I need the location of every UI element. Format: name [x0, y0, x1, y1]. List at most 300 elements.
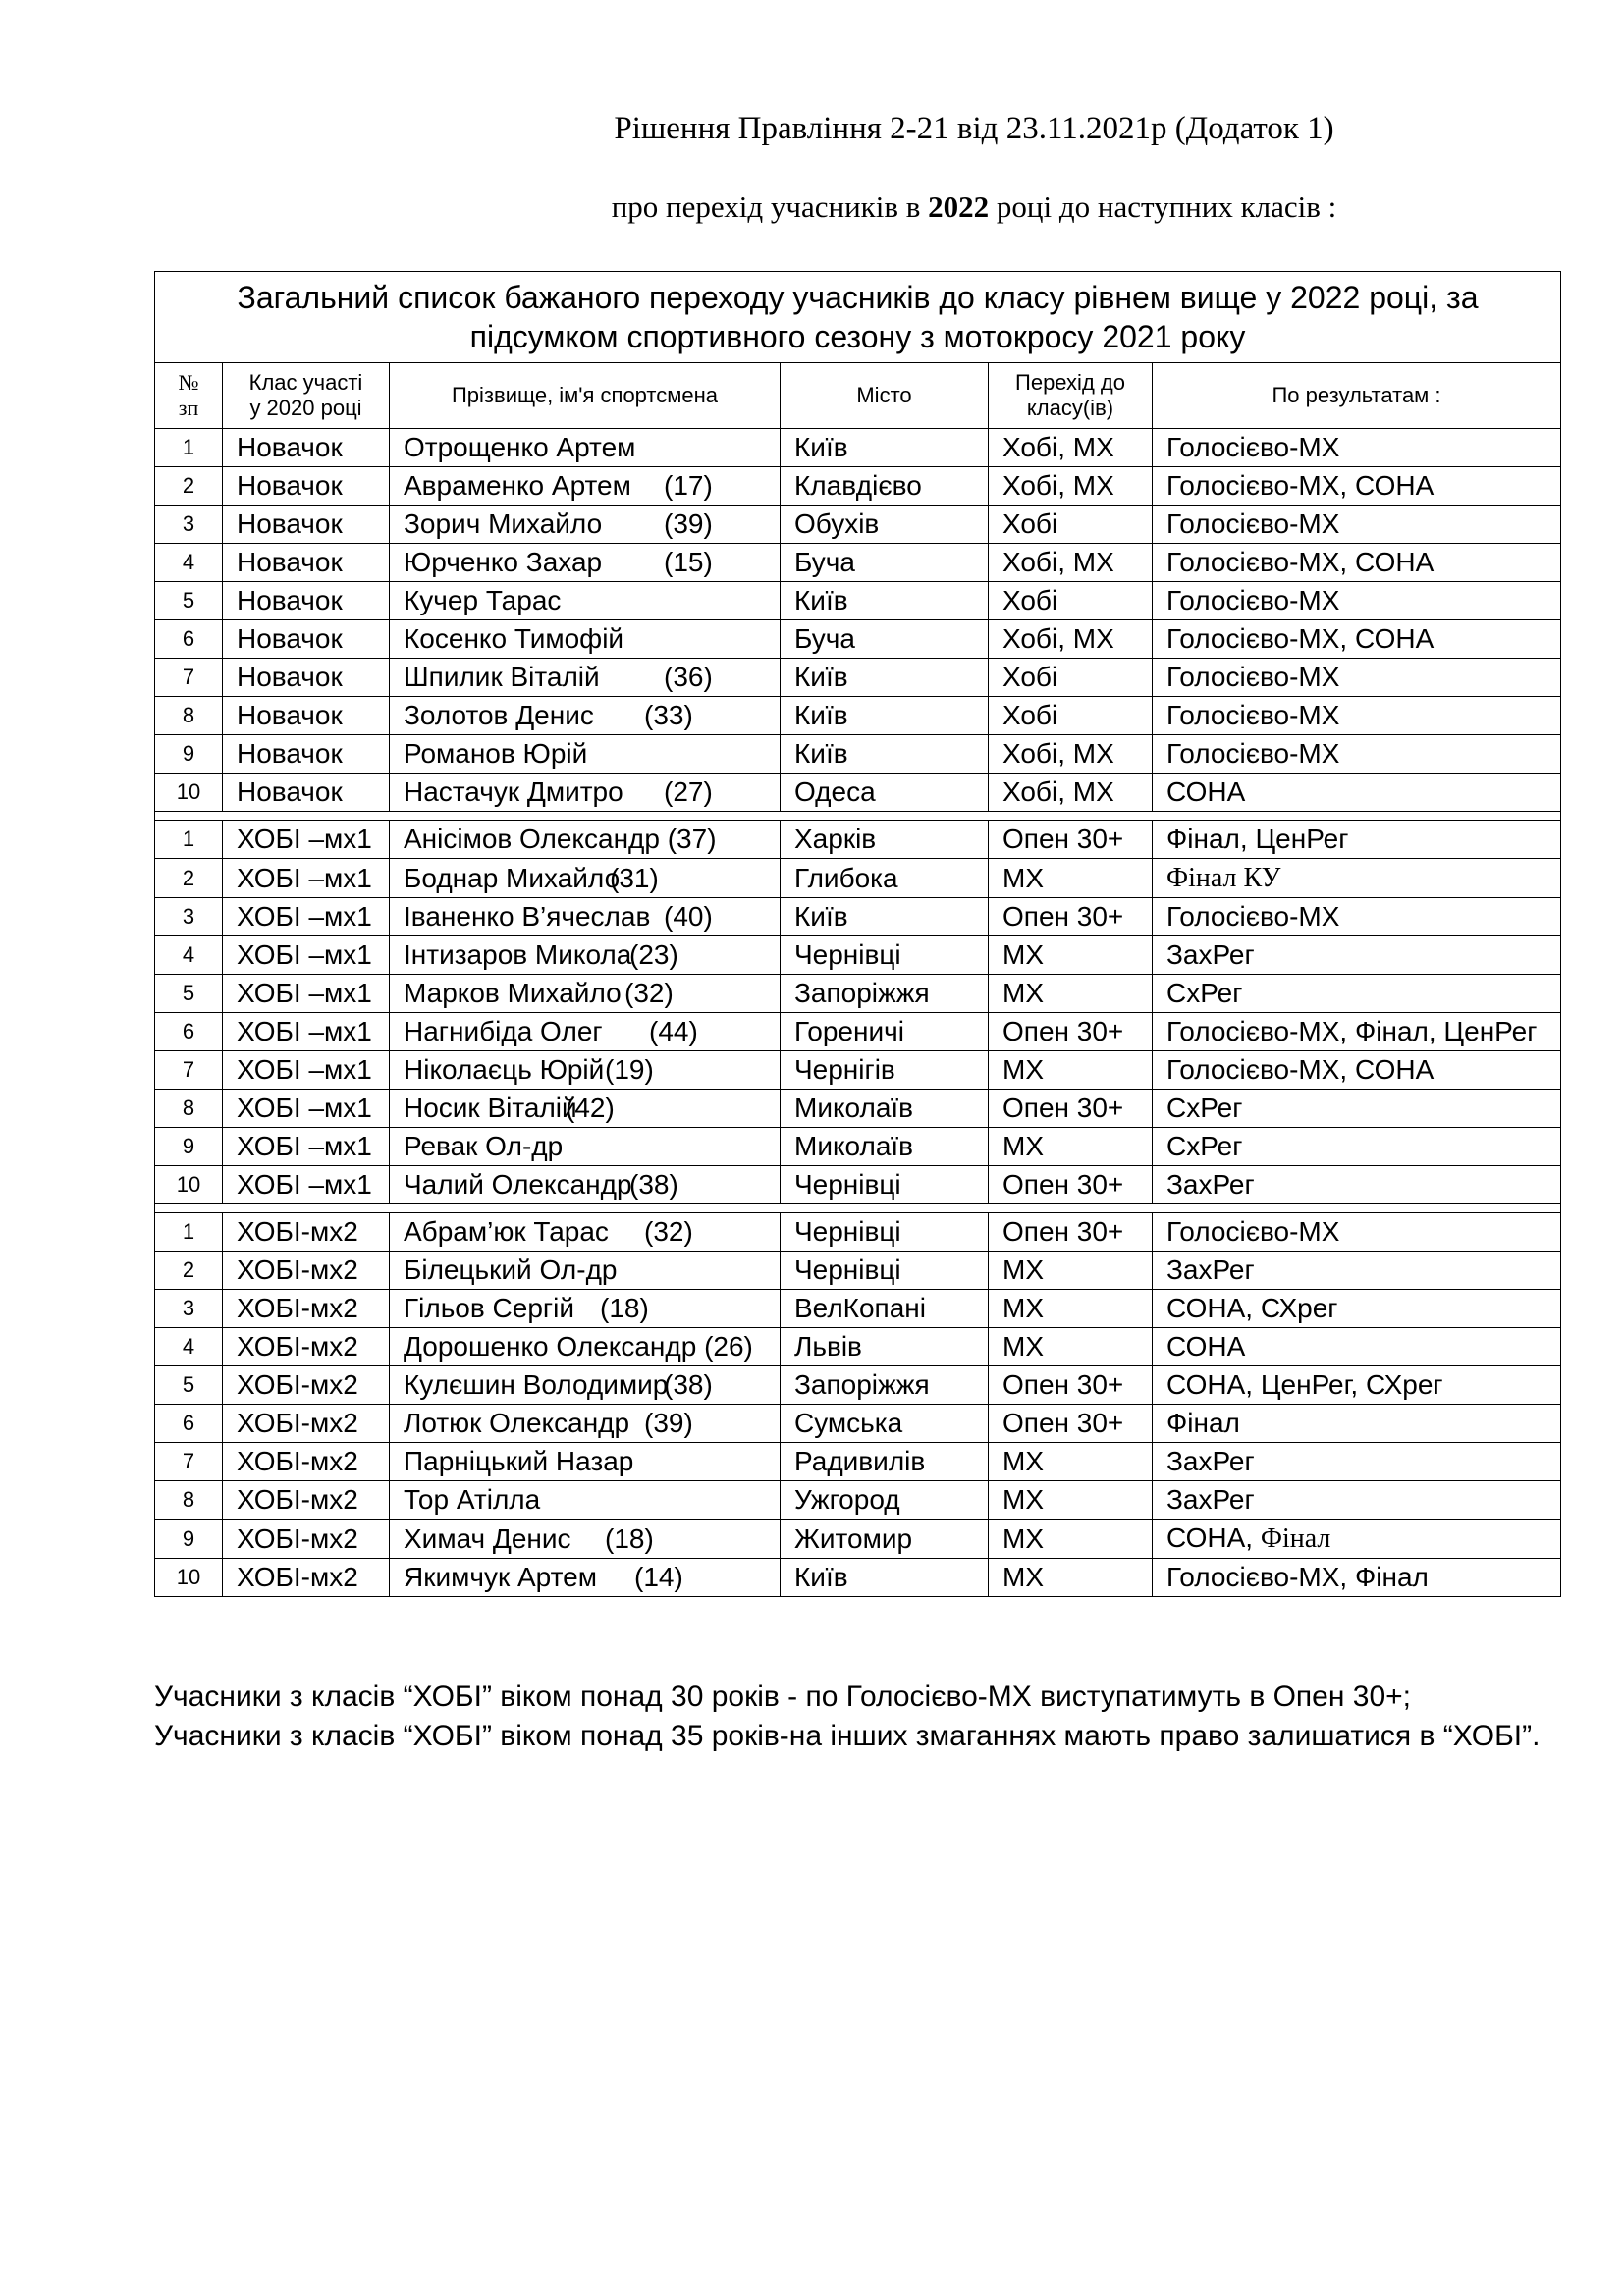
athlete-name — [390, 936, 781, 975]
athlete-age: (31) — [610, 862, 659, 893]
transfer-table — [154, 271, 1561, 1597]
row-number: 4 — [155, 936, 223, 975]
athlete-name-text: Ніколаєць Юрій — [404, 1054, 605, 1085]
results-text: ЗахРег — [1166, 1255, 1255, 1285]
row-number: 10 — [155, 1166, 223, 1204]
transfer-class: Опен 30+ — [989, 1166, 1153, 1204]
row-number: 10 — [155, 1559, 223, 1597]
row-number: 1 — [155, 821, 223, 859]
athlete-name — [390, 898, 781, 936]
athlete-name-text: Якимчук Артем — [404, 1562, 597, 1592]
results-text: СОНА — [1166, 776, 1246, 807]
results — [1153, 821, 1561, 859]
results-text: Голосієво-МХ — [1166, 508, 1340, 539]
athlete-name-text: Настачук Дмитро — [404, 776, 623, 807]
athlete-age: (33) — [644, 700, 693, 730]
athlete-name — [390, 735, 781, 774]
athlete-age: (38) — [629, 1169, 678, 1200]
row-number: 5 — [155, 582, 223, 620]
class-2020: ХОБІ –мх1 — [223, 1128, 390, 1166]
city: Львів — [781, 1328, 989, 1366]
class-2020: Новачок — [223, 659, 390, 697]
athlete-name-text: Парніцький Назар — [404, 1446, 634, 1476]
row-number: 1 — [155, 429, 223, 467]
results-text: Голосієво-МХ — [1166, 662, 1340, 692]
class-2020: ХОБІ –мх1 — [223, 1166, 390, 1204]
city: Чернівці — [781, 1213, 989, 1252]
athlete-name-text: Дорошенко Олександр (26) — [404, 1331, 753, 1362]
athlete-age: (36) — [664, 662, 713, 692]
city: Харків — [781, 821, 989, 859]
table-row — [155, 859, 1561, 898]
col-number: № зп — [155, 363, 223, 429]
note-line-2: Учасники з класів “ХОБІ” віком понад 35 років-на інших змаганнях мають право залишатися в “ХОБІ”. — [154, 1720, 1541, 1752]
results — [1153, 936, 1561, 975]
athlete-name-text: Марков Михайло — [404, 978, 622, 1008]
athlete-name — [390, 1252, 781, 1290]
class-2020: ХОБІ-мх2 — [223, 1443, 390, 1481]
city: Київ — [781, 735, 989, 774]
class-2020: ХОБІ-мх2 — [223, 1559, 390, 1597]
athlete-name — [390, 859, 781, 898]
table-row — [155, 582, 1561, 620]
table-row — [155, 898, 1561, 936]
city: Чернігів — [781, 1051, 989, 1090]
athlete-age: (17) — [664, 470, 713, 501]
results — [1153, 429, 1561, 467]
athlete-name-text: Абрам’юк Тарас — [404, 1216, 609, 1247]
class-2020: Новачок — [223, 697, 390, 735]
results-text: Голосієво-МХ — [1166, 585, 1340, 615]
results — [1153, 1213, 1561, 1252]
city: Глибока — [781, 859, 989, 898]
table-row — [155, 620, 1561, 659]
results — [1153, 544, 1561, 582]
transfer-class: Хобі — [989, 659, 1153, 697]
transfer-class: Опен 30+ — [989, 1405, 1153, 1443]
row-number: 6 — [155, 1013, 223, 1051]
city: Чернівці — [781, 936, 989, 975]
athlete-name-text: Гільов Сергій — [404, 1293, 574, 1323]
city: Запоріжжя — [781, 1366, 989, 1405]
row-number: 2 — [155, 1252, 223, 1290]
results-text: СОНА, ЦенРег, СХрег — [1166, 1369, 1443, 1400]
city: Гореничі — [781, 1013, 989, 1051]
class-2020: ХОБІ –мх1 — [223, 1013, 390, 1051]
athlete-age: (18) — [605, 1522, 654, 1554]
transfer-class: МХ — [989, 1328, 1153, 1366]
results-text: ЗахРег — [1166, 1446, 1255, 1476]
group-separator — [155, 812, 1561, 821]
table-row — [155, 1213, 1561, 1252]
city: Буча — [781, 620, 989, 659]
row-number: 2 — [155, 467, 223, 506]
city: Київ — [781, 1559, 989, 1597]
city: Сумська — [781, 1405, 989, 1443]
athlete-name-text: Іваненко В’ячеслав — [404, 901, 651, 932]
row-number: 3 — [155, 506, 223, 544]
athlete-name — [390, 1520, 781, 1559]
athlete-name-text: Отрощенко Артем — [404, 432, 636, 462]
athlete-name — [390, 659, 781, 697]
transfer-class: МХ — [989, 859, 1153, 898]
results-text: СОНА — [1166, 1331, 1246, 1362]
results — [1153, 859, 1561, 898]
athlete-name — [390, 620, 781, 659]
results — [1153, 1252, 1561, 1290]
row-number: 10 — [155, 774, 223, 812]
transfer-class: Хобі — [989, 506, 1153, 544]
athlete-name — [390, 821, 781, 859]
results — [1153, 659, 1561, 697]
class-2020: ХОБІ-мх2 — [223, 1213, 390, 1252]
results — [1153, 1166, 1561, 1204]
athlete-name-text: Химач Денис — [404, 1522, 571, 1554]
athlete-name-text: Тор Атілла — [404, 1484, 541, 1515]
results-text: Фінал КУ — [1166, 863, 1281, 893]
row-number: 5 — [155, 975, 223, 1013]
athlete-age: (18) — [600, 1293, 649, 1323]
row-number: 3 — [155, 1290, 223, 1328]
col-class: Клас участі у 2020 році — [223, 363, 390, 429]
column-headers — [155, 363, 1561, 429]
results — [1153, 1481, 1561, 1520]
athlete-name — [390, 1213, 781, 1252]
athlete-age: (19) — [605, 1054, 654, 1085]
results — [1153, 1559, 1561, 1597]
results-text: ЗахРег — [1166, 1169, 1255, 1200]
athlete-age: (15) — [664, 547, 713, 577]
transfer-class: Хобі — [989, 582, 1153, 620]
class-2020: Новачок — [223, 735, 390, 774]
class-2020: Новачок — [223, 582, 390, 620]
group-separator — [155, 1204, 1561, 1213]
athlete-age: (44) — [649, 1016, 698, 1046]
results — [1153, 1090, 1561, 1128]
table-row — [155, 1166, 1561, 1204]
athlete-name — [390, 506, 781, 544]
city: Чернівці — [781, 1252, 989, 1290]
athlete-name — [390, 1443, 781, 1481]
row-number: 8 — [155, 697, 223, 735]
transfer-class: Хобі, МХ — [989, 774, 1153, 812]
class-2020: ХОБІ-мх2 — [223, 1328, 390, 1366]
results-text: Фінал, ЦенРег — [1166, 824, 1349, 854]
results — [1153, 975, 1561, 1013]
table-row — [155, 697, 1561, 735]
city: Чернівці — [781, 1166, 989, 1204]
table-row — [155, 1328, 1561, 1366]
city: ВелКопані — [781, 1290, 989, 1328]
results-text: СхРег — [1166, 1131, 1243, 1161]
class-2020: ХОБІ-мх2 — [223, 1290, 390, 1328]
results-tail: Фінал — [1260, 1523, 1331, 1554]
athlete-name — [390, 1128, 781, 1166]
city: Клавдієво — [781, 467, 989, 506]
table-row — [155, 1405, 1561, 1443]
table-row — [155, 975, 1561, 1013]
results — [1153, 774, 1561, 812]
athlete-name — [390, 429, 781, 467]
results — [1153, 1290, 1561, 1328]
transfer-class: МХ — [989, 1559, 1153, 1597]
city: Радивилів — [781, 1443, 989, 1481]
results-text: Голосієво-МХ — [1166, 700, 1340, 730]
results-text: Голосієво-МХ, СОНА — [1166, 1054, 1435, 1085]
row-number: 2 — [155, 859, 223, 898]
transfer-class: МХ — [989, 936, 1153, 975]
class-2020: ХОБІ –мх1 — [223, 1090, 390, 1128]
athlete-name — [390, 544, 781, 582]
athlete-age: (40) — [664, 901, 713, 932]
results — [1153, 506, 1561, 544]
table-row — [155, 1090, 1561, 1128]
row-number: 9 — [155, 1128, 223, 1166]
athlete-name-text: Кучер Тарас — [404, 585, 562, 615]
city: Миколаїв — [781, 1090, 989, 1128]
table-row — [155, 544, 1561, 582]
table-row — [155, 821, 1561, 859]
athlete-name-text: Золотов Денис — [404, 700, 594, 730]
table-row — [155, 1481, 1561, 1520]
transfer-class: МХ — [989, 975, 1153, 1013]
results-text: СхРег — [1166, 978, 1243, 1008]
transfer-class: МХ — [989, 1128, 1153, 1166]
city: Київ — [781, 429, 989, 467]
separator-cell — [155, 1204, 1561, 1213]
col-results: По результатам : — [1153, 363, 1561, 429]
table-row — [155, 1559, 1561, 1597]
athlete-age: (27) — [664, 776, 713, 807]
athlete-name — [390, 1405, 781, 1443]
athlete-name — [390, 1481, 781, 1520]
results-text: СОНА, — [1166, 1522, 1261, 1553]
table-row — [155, 1051, 1561, 1090]
athlete-name-text: Боднар Михайло — [404, 862, 621, 893]
class-2020: Новачок — [223, 429, 390, 467]
col-transfer: Перехід до класу(ів) — [989, 363, 1153, 429]
row-number: 8 — [155, 1481, 223, 1520]
transfer-class: МХ — [989, 1520, 1153, 1559]
table-row — [155, 1443, 1561, 1481]
results-text: СОНА, СХрег — [1166, 1293, 1338, 1323]
athlete-name-text: Косенко Тимофій — [404, 623, 624, 654]
row-number: 7 — [155, 659, 223, 697]
athlete-name-text: Лотюк Олександр — [404, 1408, 630, 1438]
row-number: 7 — [155, 1443, 223, 1481]
results-text: СхРег — [1166, 1093, 1243, 1123]
class-2020: ХОБІ-мх2 — [223, 1481, 390, 1520]
row-number: 1 — [155, 1213, 223, 1252]
transfer-class: Хобі, МХ — [989, 735, 1153, 774]
results-text: ЗахРег — [1166, 1484, 1255, 1515]
athlete-name — [390, 1051, 781, 1090]
row-number: 3 — [155, 898, 223, 936]
city: Буча — [781, 544, 989, 582]
results-text: Фінал — [1166, 1408, 1240, 1438]
athlete-name — [390, 1290, 781, 1328]
results — [1153, 1443, 1561, 1481]
athlete-name — [390, 774, 781, 812]
transfer-class: Опен 30+ — [989, 1213, 1153, 1252]
city: Київ — [781, 582, 989, 620]
results — [1153, 1405, 1561, 1443]
class-2020: Новачок — [223, 506, 390, 544]
table-title: Загальний список бажаного переходу учасників до класу рівнем вище у 2022 році, за підсумком спортивного сезону з мотокросу 2021 року — [155, 272, 1561, 363]
separator-cell — [155, 812, 1561, 821]
city: Житомир — [781, 1520, 989, 1559]
class-2020: ХОБІ-мх2 — [223, 1520, 390, 1559]
table-row — [155, 1013, 1561, 1051]
transfer-class: Хобі, МХ — [989, 544, 1153, 582]
results — [1153, 1520, 1561, 1559]
table-row — [155, 774, 1561, 812]
transfer-class: Хобі, МХ — [989, 620, 1153, 659]
athlete-name — [390, 1090, 781, 1128]
athlete-age: (23) — [629, 939, 678, 970]
results — [1153, 697, 1561, 735]
results-text: ЗахРег — [1166, 939, 1255, 970]
class-2020: ХОБІ –мх1 — [223, 898, 390, 936]
transfer-class: Хобі, МХ — [989, 429, 1153, 467]
results-text: Голосієво-МХ — [1166, 901, 1340, 932]
city: Запоріжжя — [781, 975, 989, 1013]
class-2020: ХОБІ-мх2 — [223, 1405, 390, 1443]
results-text: Голосієво-МХ — [1166, 738, 1340, 769]
athlete-age: (42) — [566, 1093, 615, 1123]
row-number: 7 — [155, 1051, 223, 1090]
athlete-name — [390, 1328, 781, 1366]
athlete-name-text: Зорич Михайло — [404, 508, 603, 539]
athlete-name — [390, 582, 781, 620]
row-number: 5 — [155, 1366, 223, 1405]
note-line-1: Учасники з класів “ХОБІ” віком понад 30 років - по Голосієво-МХ виступатимуть в Опен 30+; — [154, 1681, 1411, 1713]
results-text: Голосієво-МХ — [1166, 1216, 1340, 1247]
transfer-class: МХ — [989, 1051, 1153, 1090]
results — [1153, 467, 1561, 506]
results — [1153, 1366, 1561, 1405]
results — [1153, 735, 1561, 774]
class-2020: ХОБІ-мх2 — [223, 1252, 390, 1290]
athlete-name-text: Носик Віталій — [404, 1093, 577, 1123]
athlete-age: (32) — [624, 978, 674, 1008]
results-text: Голосієво-МХ, Фінал — [1166, 1562, 1429, 1592]
athlete-age: (32) — [644, 1216, 693, 1247]
athlete-name-text: Білецький Ол-др — [404, 1255, 618, 1285]
transfer-class: Хобі, МХ — [989, 467, 1153, 506]
athlete-name-text: Інтизаров Микола — [404, 939, 632, 970]
col-name: Прізвище, ім'я спортсмена — [390, 363, 781, 429]
transfer-class: Опен 30+ — [989, 821, 1153, 859]
table-row — [155, 1252, 1561, 1290]
row-number: 6 — [155, 1405, 223, 1443]
results — [1153, 1328, 1561, 1366]
athlete-name — [390, 1366, 781, 1405]
athlete-name-text: Анісімов Олександр (37) — [404, 824, 717, 854]
athlete-name — [390, 975, 781, 1013]
table-row — [155, 936, 1561, 975]
row-number: 4 — [155, 1328, 223, 1366]
city: Обухів — [781, 506, 989, 544]
decision-subtitle: про перехід учасників в 2022 році до наступних класів : — [611, 189, 1337, 224]
athlete-name — [390, 1559, 781, 1597]
athlete-name-text: Нагнибіда Олег — [404, 1016, 603, 1046]
class-2020: ХОБІ –мх1 — [223, 936, 390, 975]
class-2020: Новачок — [223, 774, 390, 812]
transfer-class: Хобі — [989, 697, 1153, 735]
table-row — [155, 429, 1561, 467]
transfer-class: МХ — [989, 1481, 1153, 1520]
results-text: Голосієво-МХ, Фінал, ЦенРег — [1166, 1016, 1538, 1046]
results — [1153, 898, 1561, 936]
city: Миколаїв — [781, 1128, 989, 1166]
results-text: Голосієво-МХ, СОНА — [1166, 547, 1435, 577]
transfer-class: Опен 30+ — [989, 1366, 1153, 1405]
table-row — [155, 1290, 1561, 1328]
table-row — [155, 506, 1561, 544]
table-row — [155, 659, 1561, 697]
transfer-class: Опен 30+ — [989, 1013, 1153, 1051]
class-2020: Новачок — [223, 544, 390, 582]
row-number: 8 — [155, 1090, 223, 1128]
city: Київ — [781, 659, 989, 697]
table-row — [155, 735, 1561, 774]
transfer-class: МХ — [989, 1443, 1153, 1481]
athlete-age: (38) — [664, 1369, 713, 1400]
athlete-name-text: Романов Юрій — [404, 738, 588, 769]
table-row — [155, 1366, 1561, 1405]
results — [1153, 1128, 1561, 1166]
table-row — [155, 1520, 1561, 1559]
row-number: 9 — [155, 1520, 223, 1559]
results-text: Голосієво-МХ — [1166, 432, 1340, 462]
class-2020: ХОБІ –мх1 — [223, 821, 390, 859]
athlete-name-text: Кулєшин Володимир — [404, 1369, 669, 1400]
class-2020: ХОБІ –мх1 — [223, 859, 390, 898]
transfer-class: МХ — [989, 1252, 1153, 1290]
athlete-name — [390, 467, 781, 506]
transfer-class: МХ — [989, 1290, 1153, 1328]
row-number: 4 — [155, 544, 223, 582]
row-number: 6 — [155, 620, 223, 659]
athlete-name-text: Шпилик Віталій — [404, 662, 600, 692]
athlete-name-text: Юрченко Захар — [404, 547, 603, 577]
athlete-age: (39) — [644, 1408, 693, 1438]
class-2020: ХОБІ –мх1 — [223, 975, 390, 1013]
results — [1153, 582, 1561, 620]
decision-title: Рішення Правління 2-21 від 23.11.2021р (Додаток 1) — [614, 111, 1334, 146]
results — [1153, 620, 1561, 659]
athlete-name-text: Ревак Ол-др — [404, 1131, 564, 1161]
city: Одеса — [781, 774, 989, 812]
table-row — [155, 1128, 1561, 1166]
class-2020: ХОБІ-мх2 — [223, 1366, 390, 1405]
results-text: Голосієво-МХ, СОНА — [1166, 623, 1435, 654]
city: Київ — [781, 697, 989, 735]
results — [1153, 1051, 1561, 1090]
athlete-age: (39) — [664, 508, 713, 539]
results — [1153, 1013, 1561, 1051]
class-2020: Новачок — [223, 620, 390, 659]
athlete-name — [390, 697, 781, 735]
table-row — [155, 467, 1561, 506]
athlete-name-text: Чалий Олександр — [404, 1169, 632, 1200]
athlete-name — [390, 1013, 781, 1051]
row-number: 9 — [155, 735, 223, 774]
city: Київ — [781, 898, 989, 936]
athlete-name-text: Авраменко Артем — [404, 470, 631, 501]
col-city: Місто — [781, 363, 989, 429]
